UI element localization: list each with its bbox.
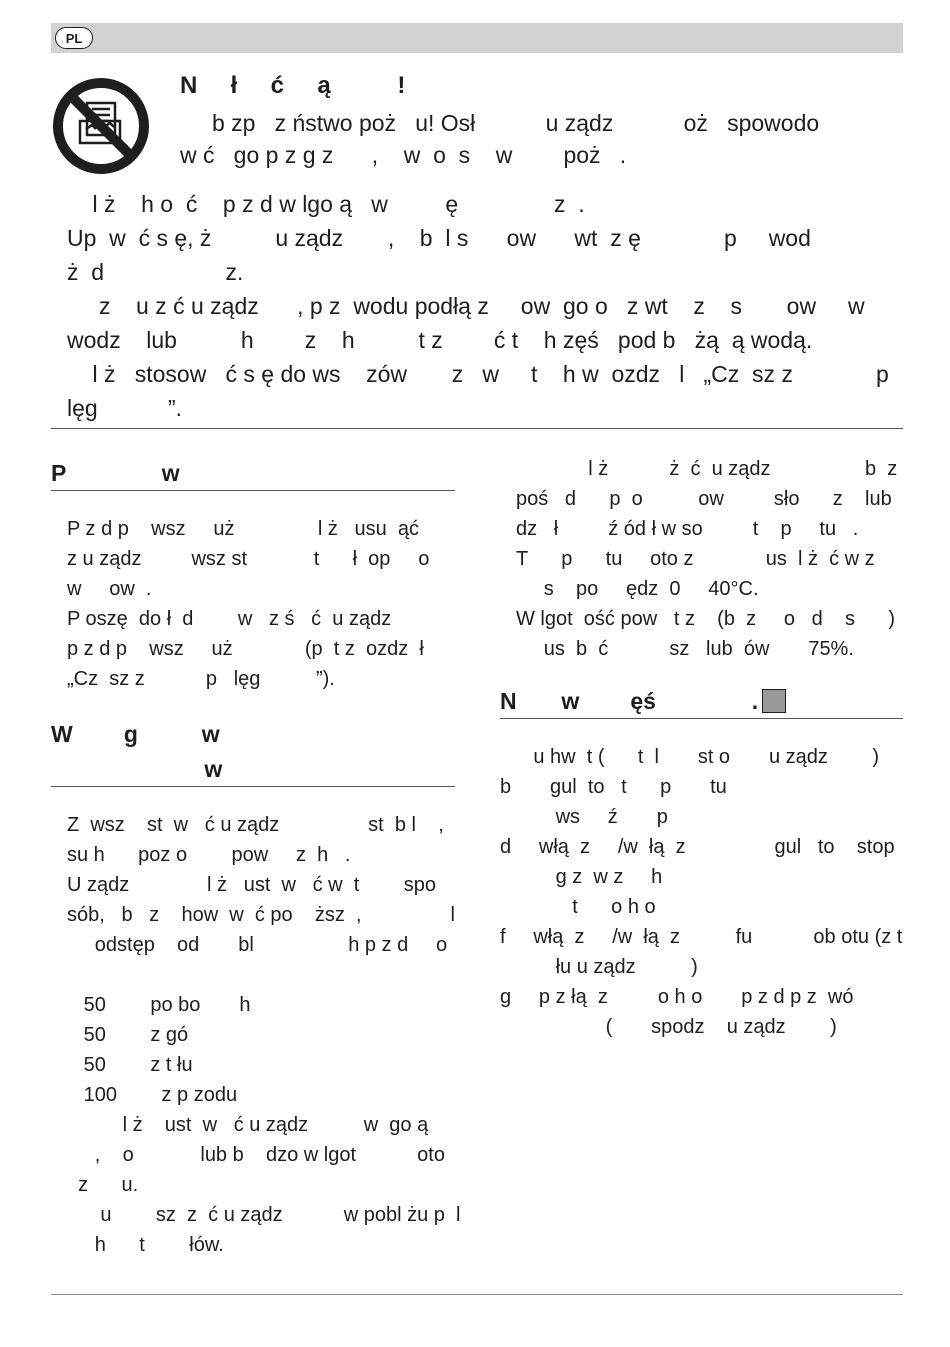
text-line: 50 po bo h: [67, 994, 251, 1016]
text-line: p z d p wsz uż (p t z ozdz ł: [67, 638, 424, 660]
text-line: z u ządz wsz st t ł op o: [67, 548, 430, 570]
header-bar: [51, 23, 903, 53]
list-item: u hw t ( t l st o u ządz ): [500, 746, 879, 768]
language-badge: PL: [55, 27, 93, 49]
text-line: sób, b z how w ć po ższ , l: [67, 904, 455, 926]
text-line: [67, 960, 467, 990]
section-underline: [51, 786, 455, 787]
list-item: ws ź p: [500, 806, 668, 828]
list-item: d włą z /w łą z gul to stop: [500, 836, 895, 858]
warning-line: w ć go p z g z , w o s w poż .: [180, 142, 627, 168]
warning-title: N ł ć ą !: [180, 72, 406, 99]
intro-line: wodz lub h z h t z ć t h zęś pod b żą ą wodą.: [67, 327, 813, 353]
text-line: su h poz o pow z h .: [67, 844, 351, 866]
intro-line: Up w ć s ę, ż u ządz , b l s ow wt z ę p wod: [67, 225, 811, 251]
text-line: u sz z ć u ządz w pobl żu p l: [67, 1204, 461, 1226]
section-title-installation-line2: w: [51, 756, 223, 782]
text-line: z u.: [67, 1174, 139, 1196]
text-line: P oszę do ł d w z ś ć u ządz: [67, 608, 392, 630]
section-underline: [51, 490, 455, 491]
list-item: b gul to t p tu: [500, 776, 727, 798]
text-line: 50 z gó: [67, 1024, 189, 1046]
text-line: h t łów.: [67, 1234, 224, 1256]
section-title-parts-text: N w ęś .: [500, 688, 759, 714]
text-line: us b ć sz lub ów 75%.: [516, 638, 854, 660]
list-item: g p z łą z o h o p z d p z wó: [500, 986, 854, 1008]
no-cover-warning-icon: [52, 77, 150, 175]
unpacking-text: [67, 514, 467, 694]
text-line: odstęp od bl h p z d o: [67, 934, 448, 956]
square-marker-icon: [762, 689, 786, 713]
list-item: g z w z h: [500, 866, 663, 888]
intro-text: [67, 187, 907, 425]
text-line: „Cz sz z p lęg ”).: [67, 668, 335, 690]
section-divider: [51, 428, 903, 429]
text-line: T p tu oto z us l ż ć w z: [516, 548, 875, 570]
text-line: 100 z p zodu: [67, 1084, 238, 1106]
section-title-parts: [500, 683, 786, 719]
section-underline: [500, 718, 903, 719]
warning-text: [180, 107, 900, 171]
text-line: P z d p wsz uż l ż usu ąć: [67, 518, 419, 540]
text-line: , o lub b dzo w lgot oto: [67, 1144, 445, 1166]
text-line: U ządz l ż ust w ć w t spo: [67, 874, 436, 896]
warning-line: b zp z ństwo poż u! Osł u ządz oż spowodo: [180, 110, 820, 136]
list-item: ( spodz u ządz ): [500, 1016, 837, 1038]
text-line: s po ędz 0 40°C.: [516, 578, 759, 600]
text-line: dz ł ź ód ł w so t p tu .: [516, 518, 859, 540]
intro-line: ż d z.: [67, 259, 244, 285]
list-item: łu u ządz ): [500, 956, 698, 978]
footer-divider: [51, 1294, 903, 1295]
list-item: f włą z /w łą z fu ob otu (z t: [500, 926, 903, 948]
text-line: l ż ż ć u ządz b z: [516, 458, 898, 480]
text-line: poś d p o ow sło z lub: [516, 488, 892, 510]
intro-line: l ż h o ć p z d w lgo ą w ę z .: [67, 191, 585, 217]
list-item: t o h o: [500, 896, 656, 918]
section-title-installation: W g w: [51, 721, 220, 747]
installation-text-continued: [516, 454, 916, 664]
text-line: l ż ust w ć u ządz w go ą: [67, 1114, 429, 1136]
intro-line: lęg ”.: [67, 395, 183, 421]
intro-line: l ż stosow ć s ę do ws zów z w t h w ozdz l „Cz sz z p: [67, 361, 889, 387]
text-line: 50 z t łu: [67, 1054, 193, 1076]
text-line: Z wsz st w ć u ządz st b l ,: [67, 814, 444, 836]
section-title-unpacking: P w: [51, 460, 180, 486]
text-line: W lgot ość pow t z (b z o d s ): [516, 608, 895, 630]
intro-line: z u z ć u ządz , p z wodu podłą z ow go o z wt z s ow w: [67, 293, 865, 319]
parts-list: [500, 742, 905, 1042]
text-line: w ow .: [67, 578, 152, 600]
installation-text: [67, 810, 467, 1260]
